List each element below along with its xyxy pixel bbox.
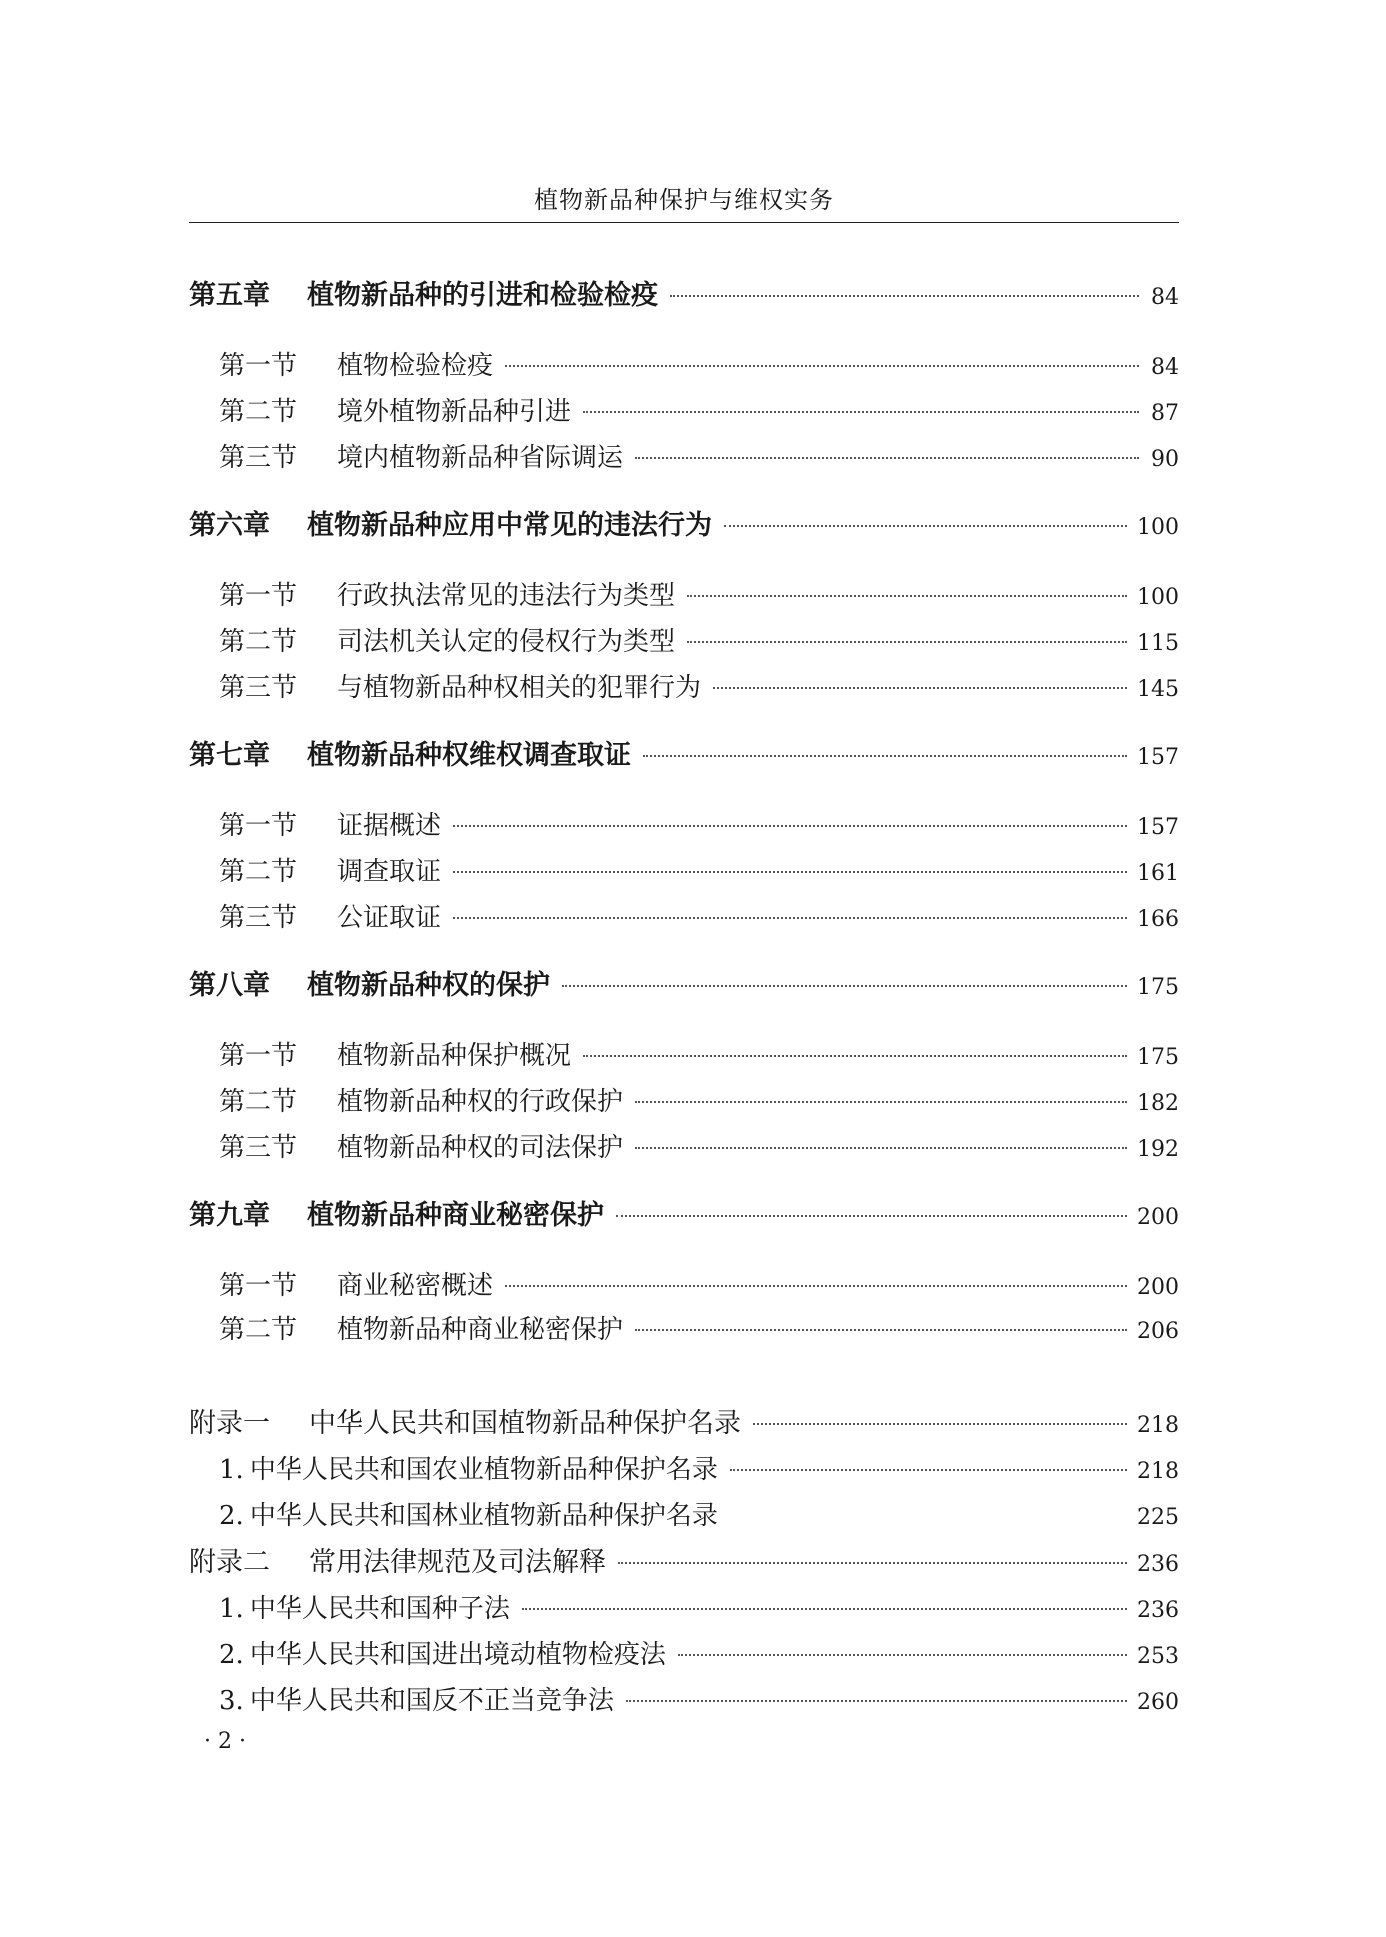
section-title: 植物新品种保护概况 xyxy=(337,1041,572,1071)
section-number: 第二节 xyxy=(219,1315,298,1345)
page-folio: · 2 · xyxy=(204,1729,246,1754)
dot-leader xyxy=(753,1423,1127,1425)
section-title: 境外植物新品种引进 xyxy=(337,397,572,427)
page-number: 87 xyxy=(1151,401,1179,426)
toc-section[interactable] xyxy=(189,806,1179,846)
chapter-number: 第九章 xyxy=(189,1200,270,1231)
chapter-title: 植物新品种权的保护 xyxy=(307,970,550,1001)
toc-appendix[interactable] xyxy=(189,1543,1179,1583)
dot-leader xyxy=(730,1469,1127,1471)
section-number: 第二节 xyxy=(219,397,298,427)
dot-leader xyxy=(635,1329,1127,1331)
page-number: 236 xyxy=(1137,1552,1179,1577)
dot-leader xyxy=(616,1215,1127,1217)
chapter-number: 第五章 xyxy=(189,280,270,311)
page-number: 225 xyxy=(1137,1505,1179,1530)
toc-section[interactable] xyxy=(189,898,1179,938)
toc-section[interactable] xyxy=(189,346,1179,386)
dot-leader xyxy=(583,411,1139,413)
chapter-title: 植物新品种的引进和检验检疫 xyxy=(307,280,658,311)
dot-leader xyxy=(635,1147,1127,1149)
dot-leader xyxy=(453,917,1127,919)
toc-chapter[interactable] xyxy=(189,966,1179,1006)
page-number: 175 xyxy=(1137,1045,1179,1070)
section-number: 第二节 xyxy=(219,1087,298,1117)
section-number: 第二节 xyxy=(219,627,298,657)
dot-leader xyxy=(670,295,1139,297)
page-number: 84 xyxy=(1151,285,1179,310)
dot-leader xyxy=(730,1515,1127,1517)
section-title: 商业秘密概述 xyxy=(337,1271,494,1301)
toc-chapter[interactable] xyxy=(189,506,1179,546)
chapter-number: 第七章 xyxy=(189,740,270,771)
section-number: 第二节 xyxy=(219,857,298,887)
section-title: 调查取证 xyxy=(337,857,442,887)
appendix-title: 中华人民共和国植物新品种保护名录 xyxy=(309,1408,741,1439)
header-rule xyxy=(189,222,1179,223)
dot-leader xyxy=(618,1562,1127,1564)
toc-chapter[interactable] xyxy=(189,276,1179,316)
item-title: 中华人民共和国林业植物新品种保护名录 xyxy=(249,1501,718,1531)
section-number: 第一节 xyxy=(219,1041,298,1071)
dot-leader xyxy=(562,985,1127,987)
chapter-number: 第六章 xyxy=(189,510,270,541)
toc-appendix-item[interactable] xyxy=(189,1450,1179,1490)
dot-leader xyxy=(635,1101,1127,1103)
section-number: 第三节 xyxy=(219,443,298,473)
page-number: 145 xyxy=(1137,677,1179,702)
dot-leader xyxy=(453,825,1127,827)
dot-leader xyxy=(724,525,1127,527)
page-number: 175 xyxy=(1137,975,1179,1000)
section-title: 植物检验检疫 xyxy=(337,351,494,381)
item-number: 3. xyxy=(219,1686,244,1716)
toc-chapter[interactable] xyxy=(189,736,1179,776)
toc-appendix-item[interactable] xyxy=(189,1635,1179,1675)
page-number: 166 xyxy=(1137,907,1179,932)
section-title: 植物新品种权的司法保护 xyxy=(337,1133,624,1163)
page-number: 218 xyxy=(1137,1459,1179,1484)
item-number: 2. xyxy=(219,1640,244,1670)
section-number: 第一节 xyxy=(219,1271,298,1301)
page-number: 218 xyxy=(1137,1413,1179,1438)
item-number: 1. xyxy=(219,1455,244,1485)
toc-section[interactable] xyxy=(189,1082,1179,1122)
chapter-title: 植物新品种应用中常见的违法行为 xyxy=(307,510,712,541)
item-title: 中华人民共和国反不正当竞争法 xyxy=(249,1686,614,1716)
page-number: 84 xyxy=(1151,355,1179,380)
dot-leader xyxy=(713,687,1127,689)
appendix-number: 附录二 xyxy=(189,1547,270,1578)
page-number: 200 xyxy=(1137,1205,1179,1230)
toc-section[interactable] xyxy=(189,438,1179,478)
toc-section[interactable] xyxy=(189,576,1179,616)
dot-leader xyxy=(626,1700,1127,1702)
toc-section[interactable] xyxy=(189,392,1179,432)
toc-appendix-item[interactable] xyxy=(189,1589,1179,1629)
toc-appendix[interactable] xyxy=(189,1404,1179,1444)
dot-leader xyxy=(678,1654,1127,1656)
page-number: 206 xyxy=(1137,1319,1179,1344)
section-title: 植物新品种权的行政保护 xyxy=(337,1087,624,1117)
chapter-number: 第八章 xyxy=(189,970,270,1001)
section-title: 司法机关认定的侵权行为类型 xyxy=(337,627,676,657)
toc-appendix-item[interactable] xyxy=(189,1681,1179,1721)
section-number: 第三节 xyxy=(219,1133,298,1163)
toc-section[interactable] xyxy=(189,1266,1179,1306)
dot-leader xyxy=(635,457,1139,459)
section-number: 第一节 xyxy=(219,811,298,841)
page-number: 90 xyxy=(1151,447,1179,472)
section-number: 第一节 xyxy=(219,581,298,611)
section-title: 行政执法常见的违法行为类型 xyxy=(337,581,676,611)
section-title: 证据概述 xyxy=(337,811,442,841)
page-number: 260 xyxy=(1137,1690,1179,1715)
toc-appendix-item[interactable] xyxy=(189,1496,1179,1536)
page-number: 100 xyxy=(1137,585,1179,610)
item-number: 1. xyxy=(219,1594,244,1624)
chapter-title: 植物新品种权维权调查取证 xyxy=(307,740,631,771)
dot-leader xyxy=(505,1285,1127,1287)
page-number: 200 xyxy=(1137,1275,1179,1300)
page-number: 236 xyxy=(1137,1598,1179,1623)
section-title: 公证取证 xyxy=(337,903,442,933)
section-title: 境内植物新品种省际调运 xyxy=(337,443,624,473)
page-number: 182 xyxy=(1137,1091,1179,1116)
section-number: 第三节 xyxy=(219,673,298,703)
toc-section[interactable] xyxy=(189,852,1179,892)
dot-leader xyxy=(643,755,1127,757)
page-number: 192 xyxy=(1137,1137,1179,1162)
section-title: 与植物新品种权相关的犯罪行为 xyxy=(337,673,702,703)
toc-section[interactable] xyxy=(189,1310,1179,1350)
dot-leader xyxy=(505,365,1139,367)
toc-section[interactable] xyxy=(189,1128,1179,1168)
section-title: 植物新品种商业秘密保护 xyxy=(337,1315,624,1345)
item-title: 中华人民共和国种子法 xyxy=(249,1594,510,1624)
appendix-title: 常用法律规范及司法解释 xyxy=(309,1547,606,1578)
running-header: 植物新品种保护与维权实务 xyxy=(534,186,834,214)
page-number: 115 xyxy=(1137,631,1179,656)
page-number: 157 xyxy=(1137,815,1179,840)
page-number: 157 xyxy=(1137,745,1179,770)
page-number: 161 xyxy=(1137,861,1179,886)
item-title: 中华人民共和国农业植物新品种保护名录 xyxy=(249,1455,718,1485)
dot-leader xyxy=(687,595,1127,597)
dot-leader xyxy=(583,1055,1127,1057)
appendix-number: 附录一 xyxy=(189,1408,270,1439)
dot-leader xyxy=(453,871,1127,873)
item-number: 2. xyxy=(219,1501,244,1531)
toc-section[interactable] xyxy=(189,1036,1179,1076)
dot-leader xyxy=(687,641,1127,643)
dot-leader xyxy=(522,1608,1127,1610)
section-number: 第三节 xyxy=(219,903,298,933)
section-number: 第一节 xyxy=(219,351,298,381)
toc-section[interactable] xyxy=(189,668,1179,708)
page-number: 253 xyxy=(1137,1644,1179,1669)
toc-chapter[interactable] xyxy=(189,1196,1179,1236)
chapter-title: 植物新品种商业秘密保护 xyxy=(307,1200,604,1231)
item-title: 中华人民共和国进出境动植物检疫法 xyxy=(249,1640,666,1670)
page-number: 100 xyxy=(1137,515,1179,540)
toc-section[interactable] xyxy=(189,622,1179,662)
